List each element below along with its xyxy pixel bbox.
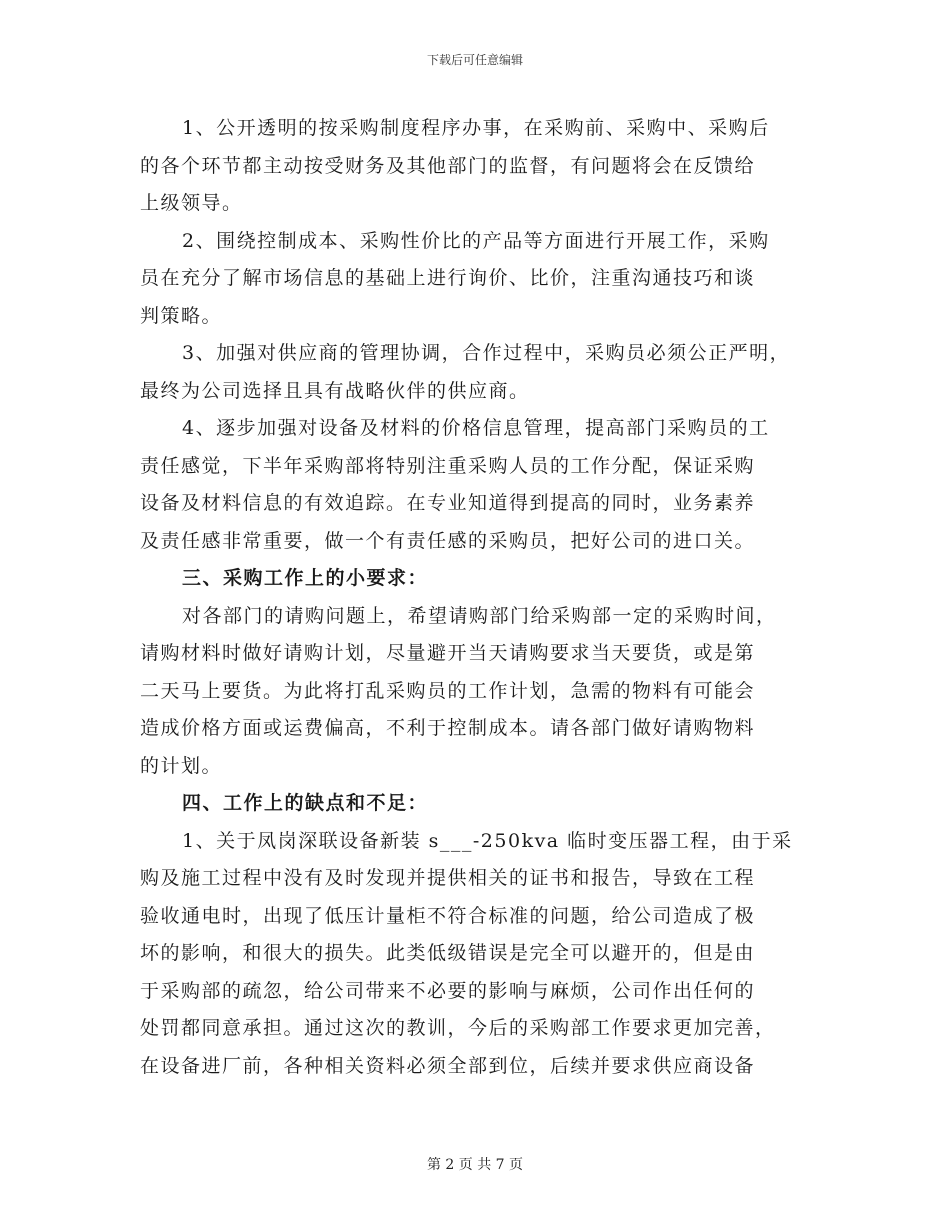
text-line: 二天马上要货。为此将打乱采购员的工作计划，急需的物料有可能会: [140, 679, 756, 702]
text-line: 验收通电时，出现了低压计量柜不符合标准的问题，给公司造成了极: [140, 904, 756, 927]
paragraph-2: [140, 223, 816, 336]
page-header: 下载后可任意编辑: [426, 53, 523, 67]
paragraph-4: [140, 410, 816, 560]
text-line: 在设备进厂前，各种相关资料必须全部到位，后续并要求供应商设备: [140, 1054, 756, 1077]
text-line: 购及施工过程中没有及时发现并提供相关的证书和报告，导致在工程: [140, 867, 756, 889]
text-line: 请购材料时做好请购计划，尽量避开当天请购要求当天要货，或是第: [140, 642, 756, 664]
text-line: 1、关于凤岗深联设备新装 s___-250kva 临时变压器工程，由于采: [182, 829, 793, 852]
text-line: 3、加强对供应商的管理协调，合作过程中，采购员必须公正严明，: [182, 342, 791, 364]
section-3-heading: 三、采购工作上的小要求：: [182, 567, 429, 589]
text-line: 责任感觉，下半年采购部将特别注重采购人员的工作分配，保证采购: [140, 454, 756, 477]
text-line: 坏的影响，和很大的损失。此类低级错误是完全可以避开的，但是由: [140, 942, 756, 964]
text-line: 最终为公司选择且具有战略伙伴的供应商。: [140, 379, 530, 402]
paragraph-3: [140, 335, 816, 410]
text-line: 2、围绕控制成本、采购性价比的产品等方面进行开展工作，采购: [182, 229, 770, 252]
paragraph-1: [140, 110, 816, 223]
text-line: 上级领导。: [140, 192, 243, 214]
text-line: 造成价格方面或运费偏高，不利于控制成本。请各部门做好请购物料: [140, 717, 756, 739]
text-line: 对各部门的请购问题上，希望请购部门给采购部一定的采购时间，: [182, 604, 777, 627]
text-line: 员在充分了解市场信息的基础上进行询价、比价，注重沟通技巧和谈: [140, 267, 756, 289]
text-line: 判策略。: [140, 304, 223, 327]
text-line: 于采购部的疏忽，给公司带来不必要的影响与麻烦，公司作出任何的: [140, 979, 756, 1002]
text-line: 1、公开透明的按采购制度程序办事，在采购前、采购中、采购后: [182, 117, 770, 139]
section-4-heading: 四、工作上的缺点和不足：: [182, 792, 429, 814]
text-line: 4、逐步加强对设备及材料的价格信息管理，提高部门采购员的工: [182, 417, 770, 439]
text-line: 的各个环节都主动按受财务及其他部门的监督，有问题将会在反馈给: [140, 154, 756, 177]
text-line: 处罚都同意承担。通过这次的教训，今后的采购部工作要求更加完善，: [140, 1017, 776, 1039]
text-line: 设备及材料信息的有效追踪。在专业知道得到提高的同时，业务素养: [140, 492, 756, 514]
section-3-paragraph: [140, 598, 816, 786]
page-number: 第 2 页 共 7 页: [426, 1157, 524, 1173]
document-body: [140, 110, 816, 1085]
text-line: 的计划。: [140, 754, 223, 777]
text-line: 及责任感非常重要，做一个有责任感的采购员，把好公司的进口关。: [140, 529, 756, 552]
section-4-paragraph: [140, 823, 816, 1086]
